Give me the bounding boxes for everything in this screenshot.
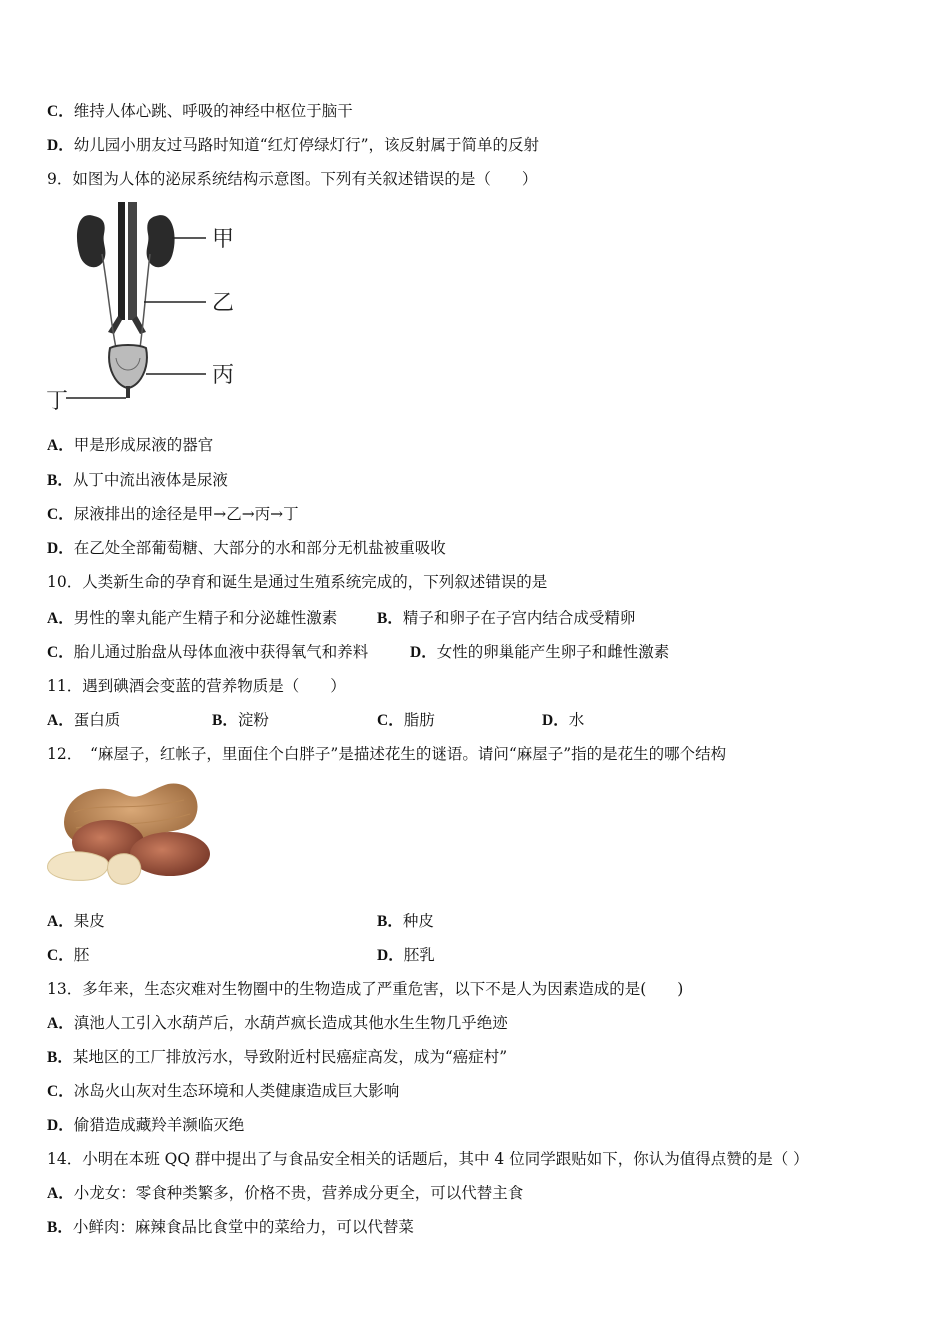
option-text: 胎儿通过胎盘从母体血液中获得氧气和养料: [73, 643, 369, 661]
option-text: 在乙处全部葡萄糖、大部分的水和部分无机盐被重吸收: [73, 539, 446, 557]
option-text: 胚乳: [403, 946, 435, 964]
option-text: 小龙女：零食种类繁多，价格不贵，营养成分更全，可以代替主食: [73, 1184, 524, 1202]
q13-option-b: [47, 1046, 507, 1069]
q13-option-d: [47, 1114, 244, 1137]
option-text: 蛋白质: [73, 711, 121, 729]
option-text: 某地区的工厂排放污水，导致附近村民癌症高发，成为“癌症村”: [72, 1048, 508, 1066]
q11-option-d: [542, 709, 584, 732]
left-ureter: [102, 254, 116, 348]
label-bing: 丙: [212, 363, 235, 388]
peanut-photo: [44, 772, 212, 890]
option-label: D．: [47, 1117, 74, 1134]
option-text: 脂肪: [403, 711, 435, 729]
option-label: B．: [47, 472, 73, 489]
q11-option-c: [377, 709, 435, 732]
option-text: 男性的睾丸能产生精子和分泌雄性激素: [73, 609, 338, 627]
option-text: 胚: [73, 946, 90, 964]
option-label: D．: [47, 137, 74, 154]
option-text: 淀粉: [237, 711, 269, 729]
urethra-shape: [126, 386, 130, 398]
q10-option-b: [377, 607, 635, 630]
label-yi: 乙: [212, 291, 235, 316]
option-label: A．: [47, 913, 74, 930]
q9-option-d: [47, 537, 446, 560]
q14-option-a: [47, 1182, 523, 1205]
option-text: 冰岛火山灰对生态环境和人类健康造成巨大影响: [73, 1082, 400, 1100]
left-kidney-shape: [77, 215, 105, 267]
right-kidney-shape: [147, 215, 175, 267]
q12-option-d: [377, 944, 435, 967]
right-ureter: [140, 254, 150, 348]
option-label: C．: [47, 506, 74, 523]
q10-stem: 10．人类新生命的孕育和诞生是通过生殖系统完成的，下列叙述错误的是: [47, 573, 548, 591]
q13-option-a: [47, 1012, 508, 1035]
option-text: 精子和卵子在子宫内结合成受精卵: [402, 609, 636, 627]
option-text: 尿液排出的途径是甲→乙→丙→丁: [73, 505, 299, 523]
option-text: 滇池人工引入水葫芦后，水葫芦疯长造成其他水生生物几乎绝迹: [73, 1014, 508, 1032]
label-ding: 丁: [46, 389, 69, 414]
q14-stem: 14．小明在本班 QQ 群中提出了与食品安全相关的话题后，其中 4 位同学跟贴如下，你认为值得点赞的是（ ）: [47, 1150, 809, 1168]
q12-stem: 12． “麻屋子，红帐子，里面住个白胖子”是描述花生的谜语。请问“麻屋子”指的是花生的哪个结构: [47, 745, 727, 763]
option-text: 从丁中流出液体是尿液: [72, 471, 228, 489]
option-label: C．: [47, 644, 74, 661]
q12-option-b: [377, 910, 434, 933]
vena-cava-shape: [128, 202, 137, 320]
q10-option-a: [47, 607, 337, 630]
q9-option-c: [47, 503, 299, 526]
option-label: A．: [47, 1015, 74, 1032]
option-label: A．: [47, 1185, 74, 1202]
q8-option-c: [47, 100, 353, 123]
option-text: 维持人体心跳、呼吸的神经中枢位于脑干: [73, 102, 353, 120]
option-text: 种皮: [402, 912, 434, 930]
option-text: 果皮: [73, 912, 105, 930]
option-label: A．: [47, 437, 74, 454]
option-label: B．: [377, 610, 403, 627]
bladder-shape: [109, 345, 147, 388]
option-label: B．: [47, 1049, 73, 1066]
option-label: D．: [542, 712, 569, 729]
option-text: 小鲜肉：麻辣食品比食堂中的菜给力，可以代替菜: [72, 1218, 414, 1236]
q9-stem: 9．如图为人体的泌尿系统结构示意图。下列有关叙述错误的是（ ）: [47, 170, 538, 188]
option-label: A．: [47, 610, 74, 627]
q12-option-a: [47, 910, 105, 933]
urinary-system-figure: [46, 198, 246, 414]
q8-option-d: [47, 134, 539, 157]
option-label: C．: [47, 947, 74, 964]
peanut-kernel: [108, 854, 141, 885]
label-jia: 甲: [212, 227, 235, 252]
option-label: B．: [212, 712, 238, 729]
option-text: 甲是形成尿液的器官: [73, 436, 214, 454]
q9-option-a: [47, 434, 213, 457]
option-text: 幼儿园小朋友过马路时知道“红灯停绿灯行”，该反射属于简单的反射: [73, 136, 540, 154]
q13-stem: 13．多年来，生态灾难对生物圈中的生物造成了严重危害，以下不是人为因素造成的是( ): [47, 980, 684, 998]
q10-option-d: [410, 641, 669, 664]
option-label: D．: [410, 644, 437, 661]
q14-option-b: [47, 1216, 414, 1239]
option-text: 水: [568, 711, 585, 729]
peanut-seed: [130, 832, 210, 876]
peanut-kernel: [48, 852, 109, 881]
option-label: C．: [47, 103, 74, 120]
q11-option-b: [212, 709, 269, 732]
option-text: 女性的卵巢能产生卵子和雌性激素: [436, 643, 670, 661]
option-label: B．: [377, 913, 403, 930]
q11-option-a: [47, 709, 120, 732]
option-text: 偷猎造成藏羚羊濒临灭绝: [73, 1116, 245, 1134]
option-label: C．: [47, 1083, 74, 1100]
q11-stem: 11．遇到碘酒会变蓝的营养物质是（ ）: [47, 677, 346, 695]
q13-option-c: [47, 1080, 399, 1103]
option-label: D．: [47, 540, 74, 557]
option-label: C．: [377, 712, 404, 729]
option-label: B．: [47, 1219, 73, 1236]
aorta-shape: [118, 202, 125, 320]
option-label: D．: [377, 947, 404, 964]
q9-option-b: [47, 469, 228, 492]
q10-option-c: [47, 641, 368, 664]
q12-option-c: [47, 944, 89, 967]
option-label: A．: [47, 712, 74, 729]
